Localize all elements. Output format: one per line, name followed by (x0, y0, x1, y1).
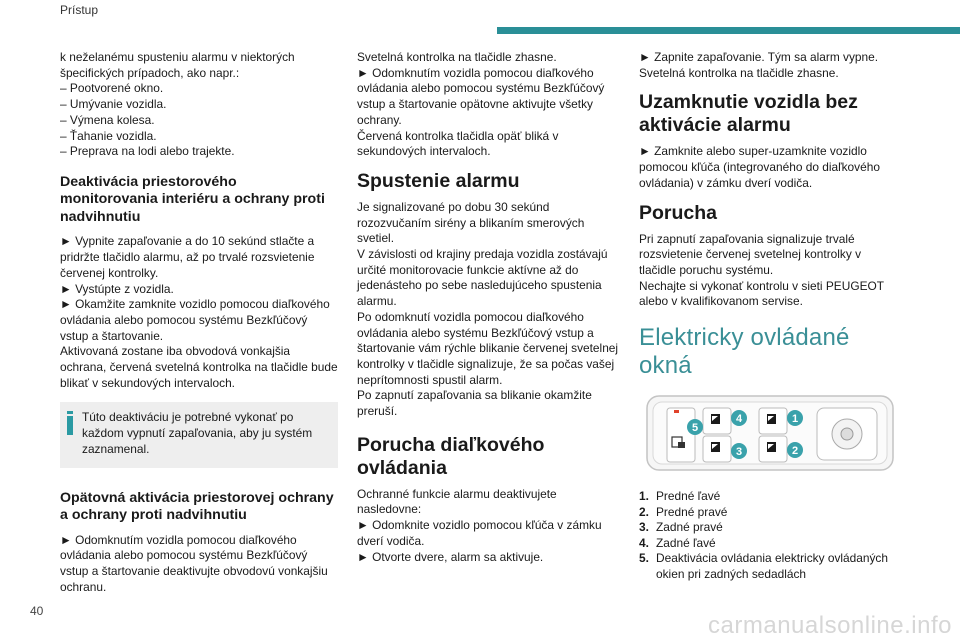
info-icon (66, 411, 74, 435)
lock-no-alarm-heading: Uzamknutie vozidla bez aktivácie alarmu (639, 91, 858, 137)
column-2 (357, 50, 619, 565)
remote-fault-text: Ochranné funkcie alarmu deaktivujete nasledovne: ► Odomknite vozidlo pomocou kľúča v zámku dverí vodiča. ► Otvorte dvere, alarm sa aktivuje. (357, 486, 602, 564)
page-number: 40 (30, 604, 44, 618)
section-header: Prístup (60, 3, 99, 17)
deactivation-heading: Deaktivácia priestorového monitorovania interiéru a ochrany proti nadvihnutiu (60, 173, 325, 225)
lock-no-alarm-text: ► Zamknite alebo super-uzamknite vozidlo pomocou kľúča (integrovaného do diaľkového ovládania) v zámku dverí vodiča. (639, 144, 880, 190)
warning-led (674, 410, 679, 413)
callout-2-label: 2 (791, 445, 799, 458)
reactivation-steps: ► Odomknutím vozidla pomocou diaľkového ovládania alebo pomocou systému Bezkľúčový vstup a štartovanie deaktivujte obvodovú vonkajšiu ochranu. (60, 532, 328, 594)
window-switch-panel (645, 394, 895, 472)
legend-item: 5. Deaktivácia ovládania elektricky ovládaných okien pri zadných sedadlách (639, 551, 888, 581)
header-accent-bar (497, 27, 960, 34)
windows-heading: Elektricky ovládané okná (639, 324, 850, 380)
info-note-text: Túto deaktiváciu je potrebné vykonať po každom vypnutí zapaľovania, aby ju systém zaznamenal. (82, 410, 313, 456)
reactivation-heading: Opätovná aktivácia priestorovej ochrany a ochrany proti nadvihnutiu (60, 489, 334, 524)
column2-intro: Svetelná kontrolka na tlačidle zhasne. ► Odomknutím vozidla pomocou diaľkového ovládania alebo pomocou systému Bezkľúčový vstup a štartovanie opätovne aktivujte všetky ochrany. Červená kontrolka tlačidla opäť bliká v sekundových intervaloch. (357, 50, 605, 159)
column3-intro: ► Zapnite zapaľovanie. Tým sa alarm vypne. Svetelná kontrolka na tlačidle zhasne. (639, 50, 879, 80)
windows-legend (639, 489, 901, 583)
info-note (60, 402, 338, 467)
legend-item: 2. Predné pravé (639, 504, 728, 519)
alarm-trigger-heading: Spustenie alarmu (357, 169, 520, 192)
column-1 (60, 50, 338, 595)
window-switch-panel-illustration (645, 394, 901, 477)
callout-4-label: 4 (735, 413, 743, 426)
column-3 (639, 50, 901, 583)
rear-lock-switch (667, 408, 695, 462)
legend-item: 1. Predné ľavé (639, 489, 721, 504)
fault-heading: Porucha (639, 201, 718, 224)
alarm-cases-list: k neželanému spusteniu alarmu v niektorých špecifických prípadoch, ako napr.: – Pootvorené okno. – Umývanie vozidla. – Výmena kolesa. – Ťahanie vozidla. – Preprava na lodi alebo trajekte. (60, 50, 295, 159)
deactivation-steps: ► Vypnite zapaľovanie a do 10 sekúnd stlačte a pridržte tlačidlo alarmu, až po trvalé rozsvietenie červenej kontrolky. ► Vystúpte z vozidla. ► Okamžite zamknite vozidlo pomocou diaľkového ovládania alebo pomocou systému Bezkľúčový vstup a štartovanie. Aktivovaná zostane iba obvodová vonkajšia ochrana, červená svetelná kontrolka na tlačidle bude blikať v sekundových intervaloch. (60, 234, 338, 390)
alarm-trigger-text: Je signalizované po dobu 30 sekúnd rozozvučaním sirény a blikaním smerových svetiel. V závislosti od krajiny predaja vozidla zostávajú určité monitorovacie funkcie aktívne až do jedenásteho po sebe nasledujúceho spustenia alarmu. Po odomknutí vozidla pomocou diaľkového ovládania alebo systému Bezkľúčový vstup a štartovanie vám rýchle blikanie červenej svetelnej kontrolky v tlačidle signalizuje, že sa počas vašej neprítomnosti spustil alarm. Po zapnutí zapaľovania sa blikanie okamžite preruší. (357, 199, 619, 419)
legend-item: 4. Zadné ľavé (639, 535, 716, 550)
callout-1-label: 1 (791, 413, 799, 426)
callout-5-label: 5 (691, 422, 699, 435)
remote-fault-heading: Porucha diaľkového ovládania (357, 433, 545, 479)
fault-text: Pri zapnutí zapaľovania signalizuje trvalé rozsvietenie červenej svetelnej kontrolky v tlačidle poruchu systému. Nechajte si vykonať kontrolu v sieti PEUGEOT alebo v kvalifikovanom servise. (639, 231, 884, 309)
legend-item: 3. Zadné pravé (639, 520, 723, 535)
callout-3-label: 3 (735, 446, 743, 459)
watermark: carmanualsonline.info (708, 612, 952, 639)
